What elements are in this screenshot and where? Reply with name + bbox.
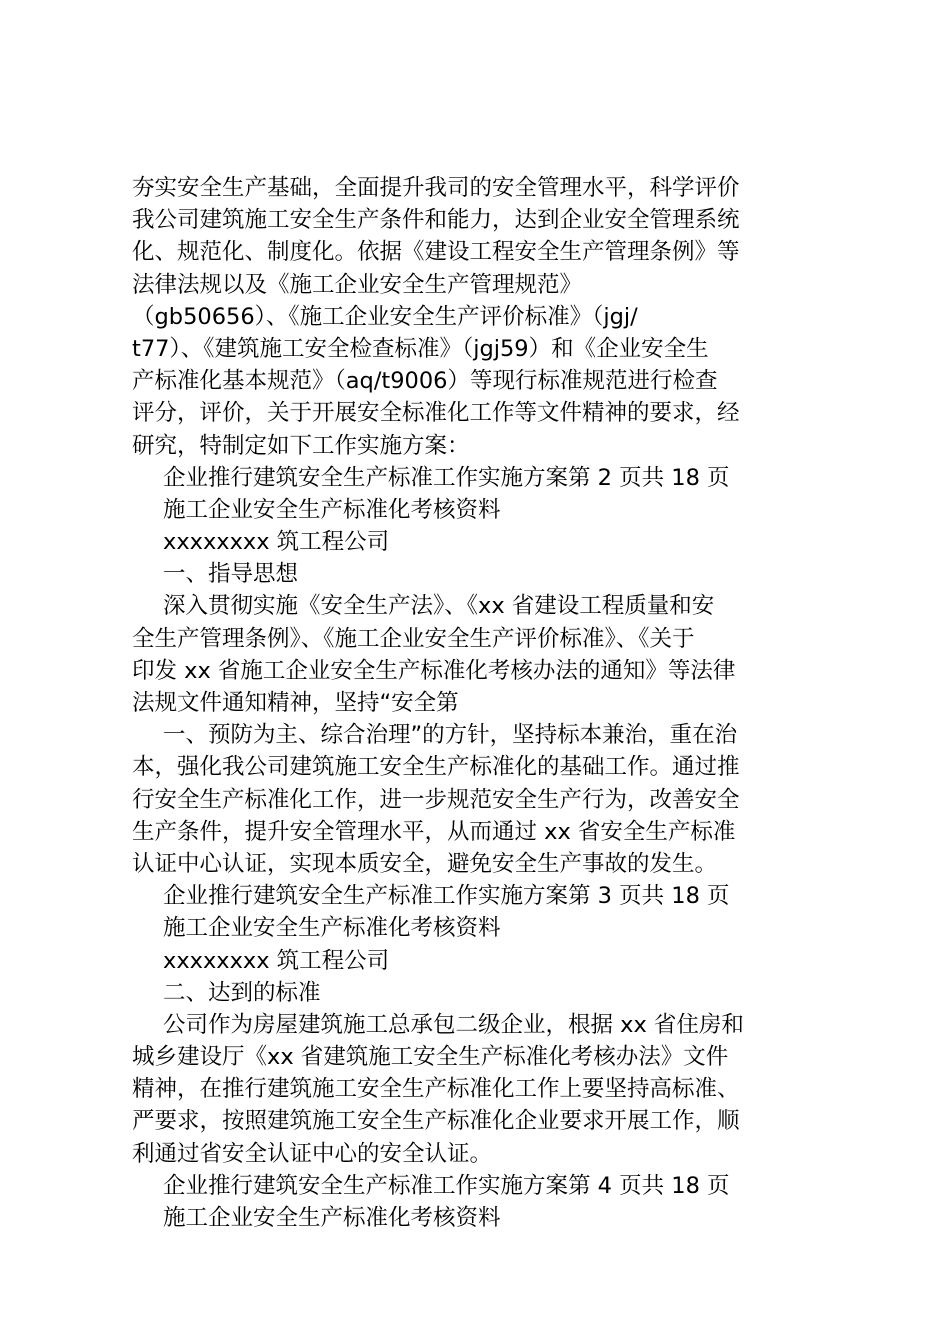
- section-heading: 一、指导思想: [163, 561, 299, 588]
- page-header-title: 施工企业安全生产标准化考核资料: [163, 915, 501, 942]
- company-name: xxxxxxxx 筑工程公司: [163, 947, 390, 974]
- section-heading: 二、达到的标准: [163, 979, 321, 1006]
- page-header-title: 施工企业安全生产标准化考核资料: [163, 496, 501, 523]
- text-line: 夯实安全生产基础，全面提升我司的安全管理水平，科学评价: [132, 175, 740, 201]
- page-footer: 企业推行建筑安全生产标准工作实施方案第 2 页共 18 页: [163, 464, 730, 491]
- text-line: 行安全生产标准化工作，进一步规范安全生产行为，改善安全: [132, 786, 740, 813]
- text-line: 印发 xx 省施工企业安全生产标准化考核办法的通知》等法律: [132, 657, 736, 684]
- company-name: xxxxxxxx 筑工程公司: [163, 529, 390, 556]
- text-line: 严要求，按照建筑施工安全生产标准化企业要求开展工作，顺: [132, 1108, 740, 1135]
- text-line: 法律法规以及《施工企业安全生产管理规范》: [132, 271, 583, 298]
- page-footer: 企业推行建筑安全生产标准工作实施方案第 4 页共 18 页: [163, 1172, 730, 1199]
- text-line: 我公司建筑施工安全生产条件和能力，达到企业安全管理系统: [132, 207, 740, 234]
- text-line: 认证中心认证，实现本质安全，避免安全生产事故的发生。: [132, 850, 718, 877]
- text-line: 深入贯彻实施《安全生产法》、《xx 省建设工程质量和安: [163, 593, 715, 620]
- text-line: 利通过省安全认证中心的安全认证。: [132, 1140, 493, 1167]
- text-line: 精神，在推行建筑施工安全生产标准化工作上要坚持高标准、: [132, 1076, 740, 1103]
- text-line: 化、规范化、制度化。依据《建设工程安全生产管理条例》等: [132, 239, 740, 266]
- text-line: t77）、《建筑施工安全检查标准》（jgj59）和《企业安全生: [132, 335, 709, 362]
- page-header-title: 施工企业安全生产标准化考核资料: [163, 1205, 501, 1231]
- text-line: 城乡建设厅《xx 省建筑施工安全生产标准化考核办法》文件: [132, 1044, 729, 1071]
- text-line: 生产条件，提升安全管理水平，从而通过 xx 省安全生产标准: [132, 818, 736, 845]
- text-line: 法规文件通知精神，坚持“安全第: [132, 690, 459, 716]
- text-line: 全生产管理条例》、《施工企业安全生产评价标准》、《关于: [132, 625, 695, 652]
- text-line: 本，强化我公司建筑施工安全生产标准化的基础工作。通过推: [132, 754, 740, 781]
- text-line: 研究，特制定如下工作实施方案：: [132, 432, 470, 459]
- text-line: （gb50656）、《施工企业安全生产评价标准》（jgj/: [132, 303, 638, 330]
- text-line: 公司作为房屋建筑施工总承包二级企业，根据 xx 省住房和: [163, 1011, 744, 1038]
- text-line: 评分，评价，关于开展安全标准化工作等文件精神的要求，经: [132, 400, 740, 427]
- document-body: [132, 172, 832, 1234]
- text-line: 一、预防为主、综合治理”的方针，坚持标本兼治，重在治: [163, 722, 738, 749]
- text-line: 产标准化基本规范》（aq/t9006）等现行标准规范进行检查: [132, 368, 718, 395]
- page-footer: 企业推行建筑安全生产标准工作实施方案第 3 页共 18 页: [163, 883, 730, 910]
